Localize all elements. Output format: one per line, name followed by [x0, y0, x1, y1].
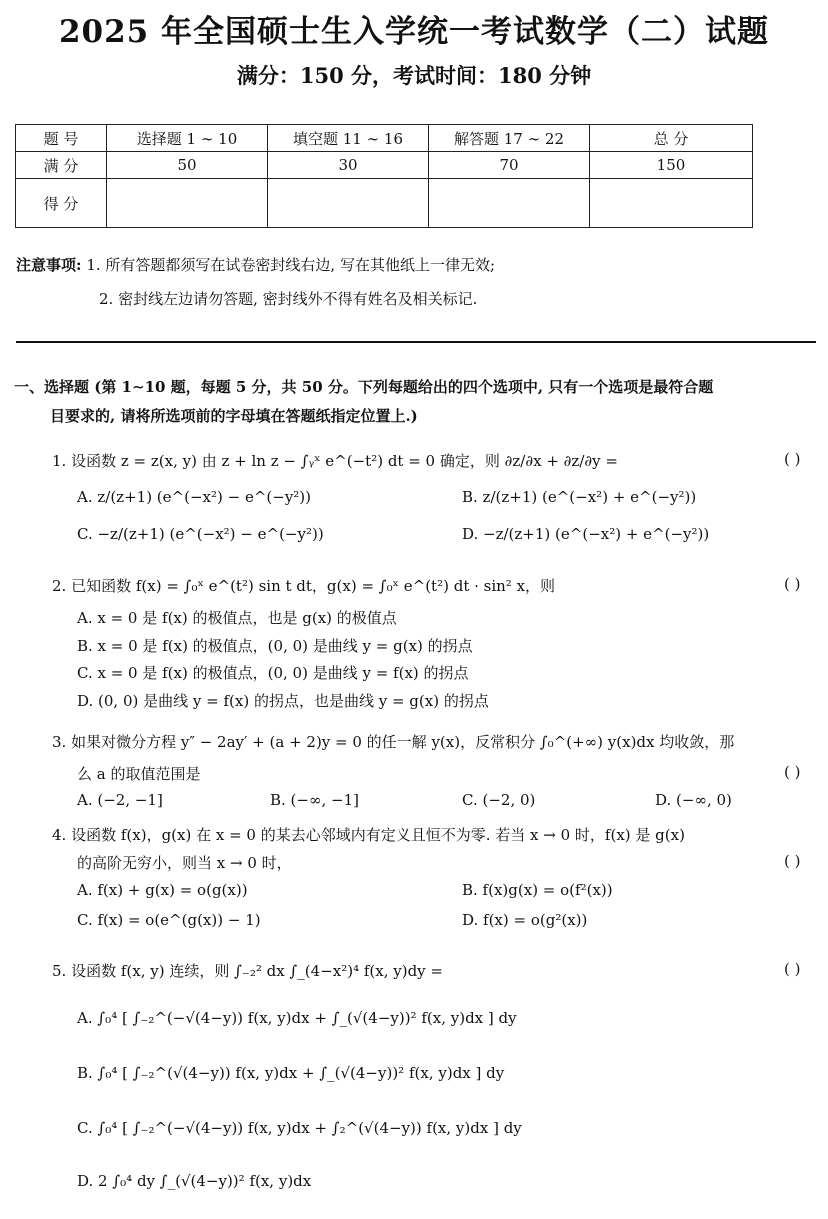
q3-option-c[interactable]: C. (−2, 0) [462, 791, 536, 809]
q3-option-d[interactable]: D. (−∞, 0) [655, 791, 732, 809]
q2-option-c[interactable]: C. x = 0 是 f(x) 的极值点，(0, 0) 是曲线 y = f(x) 的拐点 [77, 664, 469, 682]
answer-paren[interactable]: ( ) [784, 575, 801, 593]
q5-option-b[interactable]: B. ∫₀⁴ [ ∫₋₂^(√(4−y)) f(x, y)dx + ∫_(√(4−y))² f(x, y)dx ] dy [77, 1064, 505, 1082]
table-row [16, 152, 753, 179]
question-5-stem: 5. 设函数 f(x, y) 连续，则 ∫₋₂² dx ∫_(4−x²)⁴ f(x, y)dy = [52, 962, 443, 980]
exam-title: 2025 年全国硕士生入学统一考试数学（二）试题 [58, 14, 770, 50]
section-title: 一、选择题 [14, 378, 90, 396]
notice-item-2: 2. 密封线左边请勿答题, 密封线外不得有姓名及相关标记. [99, 290, 478, 308]
q3-option-b[interactable]: B. (−∞, −1] [270, 791, 359, 809]
score-input-cell[interactable] [107, 179, 268, 228]
section-instructions-1: (第 1∼10 题，每题 5 分，共 50 分。下列每题给出的四个选项中, 只有一个选项是最符合题 [89, 378, 714, 396]
question-1-stem: 1. 设函数 z = z(x, y) 由 z + ln z − ∫ᵧˣ e^(−t²) dt = 0 确定，则 ∂z/∂x + ∂z/∂y = [52, 452, 618, 470]
q1-option-b[interactable]: B. z/(z+1) (e^(−x²) + e^(−y²)) [462, 488, 697, 506]
answer-paren[interactable]: ( ) [784, 960, 801, 978]
exam-subtitle: 满分：150 分，考试时间：180 分钟 [236, 63, 592, 88]
answer-paren[interactable]: ( ) [784, 450, 801, 468]
table-cell: 题 号 [16, 125, 107, 152]
question-2-stem: 2. 已知函数 f(x) = ∫₀ˣ e^(t²) sin t dt，g(x) = ∫₀ˣ e^(t²) dt · sin² x，则 [52, 577, 556, 595]
table-cell: 50 [107, 152, 268, 179]
q4-option-b[interactable]: B. f(x)g(x) = o(f²(x)) [462, 881, 613, 899]
notice-label: 注意事项: [16, 256, 82, 274]
answer-paren[interactable]: ( ) [784, 852, 801, 870]
q1-option-a[interactable]: A. z/(z+1) (e^(−x²) − e^(−y²)) [77, 488, 312, 506]
q2-option-d[interactable]: D. (0, 0) 是曲线 y = f(x) 的拐点，也是曲线 y = g(x) 的拐点 [77, 692, 489, 710]
q1-option-d[interactable]: D. −z/(z+1) (e^(−x²) + e^(−y²)) [462, 525, 710, 543]
table-cell: 满 分 [16, 152, 107, 179]
table-cell: 选择题 1 ∼ 10 [107, 125, 268, 152]
score-input-cell[interactable] [590, 179, 753, 228]
question-3-stem-2: 么 a 的取值范围是 [77, 765, 201, 783]
table-cell: 30 [268, 152, 429, 179]
q5-option-d[interactable]: D. 2 ∫₀⁴ dy ∫_(√(4−y))² f(x, y)dx [77, 1172, 312, 1190]
q4-option-c[interactable]: C. f(x) = o(e^(g(x)) − 1) [77, 911, 261, 929]
table-row [16, 179, 753, 228]
divider [16, 341, 816, 343]
q1-option-c[interactable]: C. −z/(z+1) (e^(−x²) − e^(−y²)) [77, 525, 324, 543]
table-cell: 填空题 11 ∼ 16 [268, 125, 429, 152]
q4-option-d[interactable]: D. f(x) = o(g²(x)) [462, 911, 588, 929]
table-row [16, 125, 753, 152]
table-cell: 解答题 17 ∼ 22 [429, 125, 590, 152]
notice-item-1: 1. 所有答题都须写在试卷密封线右边, 写在其他纸上一律无效; [86, 256, 496, 274]
table-cell: 总 分 [590, 125, 753, 152]
table-cell: 150 [590, 152, 753, 179]
q5-option-a[interactable]: A. ∫₀⁴ [ ∫₋₂^(−√(4−y)) f(x, y)dx + ∫_(√(4−y))² f(x, y)dx ] dy [77, 1009, 517, 1027]
question-4-stem-2: 的高阶无穷小，则当 x → 0 时， [77, 854, 292, 872]
section-instructions-2: 目要求的, 请将所选项前的字母填在答题纸指定位置上.) [50, 407, 418, 425]
table-cell: 70 [429, 152, 590, 179]
question-4-stem-1: 4. 设函数 f(x)，g(x) 在 x = 0 的某去心邻域内有定义且恒不为零. 若当 x → 0 时，f(x) 是 g(x) [52, 826, 685, 844]
answer-paren[interactable]: ( ) [784, 763, 801, 781]
table-cell: 得 分 [16, 179, 107, 228]
q4-option-a[interactable]: A. f(x) + g(x) = o(g(x)) [77, 881, 248, 899]
score-input-cell[interactable] [268, 179, 429, 228]
question-3-stem-1: 3. 如果对微分方程 y″ − 2ay′ + (a + 2)y = 0 的任一解 y(x)，反常积分 ∫₀^(+∞) y(x)dx 均收敛，那 [52, 733, 735, 751]
section-heading [14, 373, 820, 431]
q3-option-a[interactable]: A. (−2, −1] [77, 791, 163, 809]
q2-option-b[interactable]: B. x = 0 是 f(x) 的极值点，(0, 0) 是曲线 y = g(x) 的拐点 [77, 637, 473, 655]
q5-option-c[interactable]: C. ∫₀⁴ [ ∫₋₂^(−√(4−y)) f(x, y)dx + ∫₂^(√(4−y)) f(x, y)dx ] dy [77, 1119, 522, 1137]
score-input-cell[interactable] [429, 179, 590, 228]
notice-line-1 [16, 254, 495, 275]
score-table [15, 124, 753, 228]
q2-option-a[interactable]: A. x = 0 是 f(x) 的极值点，也是 g(x) 的极值点 [77, 609, 397, 627]
